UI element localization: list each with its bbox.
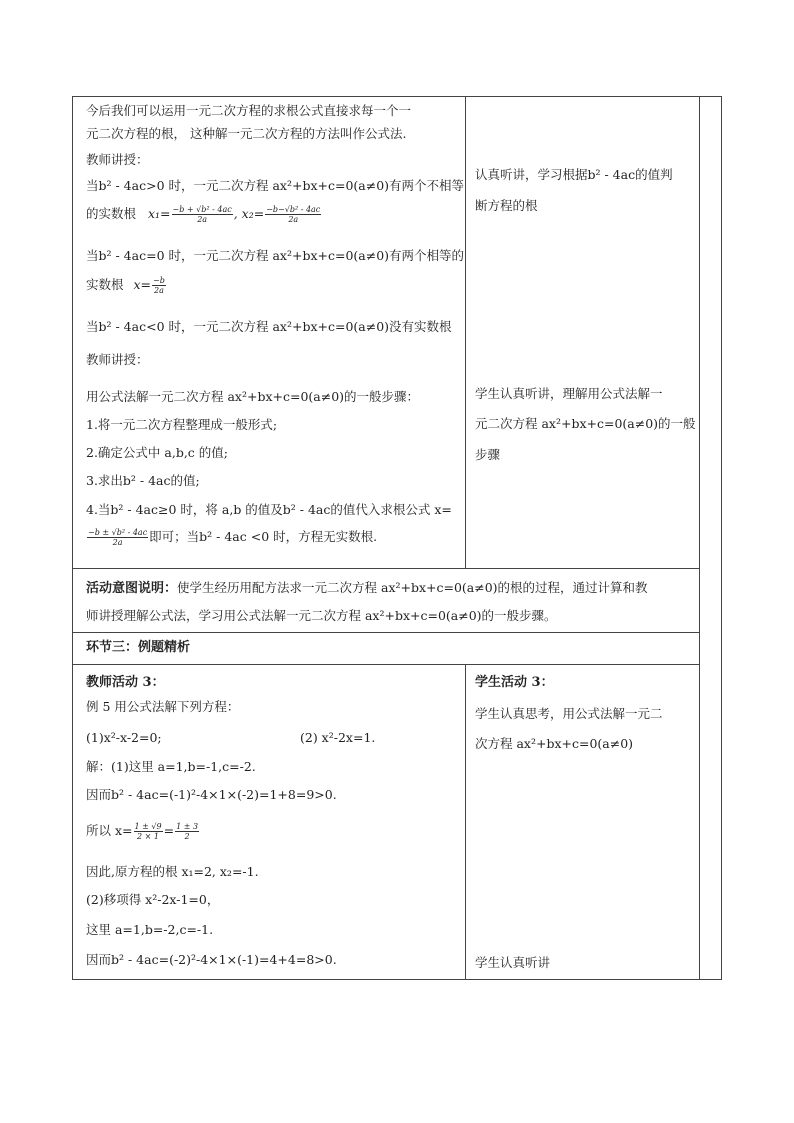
solution-3-prefix: 所以 x= xyxy=(86,823,133,838)
step4-suffix: 即可；当b² - 4ac <0 时，方程无实数根. xyxy=(149,529,378,544)
equation-2: (2) x²-2x=1. xyxy=(300,730,376,745)
column-divider xyxy=(465,96,466,569)
student-note-2-line-2: 元二次方程 ax²+bx+c=0(a≠0)的一般 xyxy=(475,416,696,431)
student-note-1-line-1: 认真听讲，学习根据b² - 4ac的值判 xyxy=(475,167,673,182)
intro-line-2: 元二次方程的根， 这种解一元二次方程的方法叫作公式法. xyxy=(86,126,407,141)
table-left-border xyxy=(72,96,73,980)
case1-roots xyxy=(86,205,322,224)
case2-root xyxy=(86,276,167,295)
step-4-line-1: 4.当b² - 4ac≥0 时，将 a,b 的值及b² - 4ac的值代入求根公式 x= xyxy=(86,502,452,517)
row-divider-3 xyxy=(72,664,700,665)
step4-fraction: $\frac{\text{−b ± √b² - 4ac}}{2a}$ xyxy=(88,528,148,547)
student-activity-line-3: 学生认真听讲 xyxy=(475,955,551,970)
student-note-2-line-3: 步骤 xyxy=(475,447,501,462)
case1-prefix: 的实数根 xyxy=(86,206,137,221)
teacher-activity-label: 教师活动 3： xyxy=(86,675,165,690)
equation-1: (1)x²-x-2=0; xyxy=(86,730,162,745)
student-note-2-line-1: 学生认真听讲，理解用公式法解一 xyxy=(475,386,663,401)
solution-line-2: 因而b² - 4ac=(-1)²-4×1×(-2)=1+8=9>0. xyxy=(86,787,337,802)
case2-fraction: $\frac{-b}{2a}$ xyxy=(153,276,165,295)
case1-x1-fraction: $\frac{\text{−b + √b² - 4ac}}{2a}$ xyxy=(172,205,232,224)
case1-x1-label: x₁= xyxy=(148,206,171,221)
lecture-label-2: 教师讲授： xyxy=(86,352,149,367)
student-activity-line-1: 学生认真思考，用公式法解一元二 xyxy=(475,706,663,721)
table-bottom-border xyxy=(72,979,722,980)
column-divider-lower xyxy=(465,664,466,980)
intro-line-1: 今后我们可以运用一元二次方程的求根公式直接求每一个一 xyxy=(86,103,412,118)
step-3: 3.求出b² - 4ac的值; xyxy=(86,473,200,488)
case2-x-label: x= xyxy=(133,277,152,292)
step-1: 1.将一元二次方程整理成一般形式; xyxy=(86,417,278,432)
student-note-1-line-2: 断方程的根 xyxy=(475,198,538,213)
solution-line-7: 因而b² - 4ac=(-2)²-4×1×(-1)=4+4=8>0. xyxy=(86,952,337,967)
intent-text: 使学生经历用配方法求一元二次方程 ax²+bx+c=0(a≠0)的根的过程，通过计算和教 xyxy=(177,580,648,595)
intent-label: 活动意图说明： xyxy=(86,581,178,596)
lesson-table xyxy=(72,96,722,980)
lecture-label-1: 教师讲授： xyxy=(86,152,149,167)
solution-line-4: 因此,原方程的根 x₁=2, x₂=-1. xyxy=(86,864,259,879)
case1-line: 当b² - 4ac>0 时，一元二次方程 ax²+bx+c=0(a≠0)有两个不相等 xyxy=(86,178,465,193)
student-activity-label: 学生活动 3： xyxy=(475,675,554,690)
example-title: 例 5 用公式法解下列方程： xyxy=(86,699,240,714)
row-divider-1 xyxy=(72,568,700,569)
solution-line-5: (2)移项得 x²-2x-1=0， xyxy=(86,892,220,907)
content-right-border xyxy=(699,96,700,980)
student-activity-line-2: 次方程 ax²+bx+c=0(a≠0) xyxy=(475,736,634,751)
step-4-line-2 xyxy=(86,528,377,547)
table-right-border xyxy=(721,96,722,980)
intent-line-2: 师讲授理解公式法，学习用公式法解一元二次方程 ax²+bx+c=0(a≠0)的一般步骤。 xyxy=(86,608,557,623)
row-divider-2 xyxy=(72,632,700,633)
case2-line: 当b² - 4ac=0 时，一元二次方程 ax²+bx+c=0(a≠0)有两个相等的 xyxy=(86,248,465,263)
intent-line-1 xyxy=(86,579,648,598)
step-2: 2.确定公式中 a,b,c 的值; xyxy=(86,445,228,460)
solution-3-fraction-1: $\frac{1 \pm √9}{2 \times 1}$ xyxy=(134,822,162,841)
solution-line-1: 解：(1)这里 a=1,b=-1,c=-2. xyxy=(86,759,256,774)
case1-x2-label: , x₂= xyxy=(233,206,265,221)
steps-title: 用公式法解一元二次方程 ax²+bx+c=0(a≠0)的一般步骤： xyxy=(86,389,420,404)
case1-x2-fraction: $\frac{\text{−b−√b² - 4ac}}{2a}$ xyxy=(266,205,321,224)
case3-line: 当b² - 4ac<0 时，一元二次方程 ax²+bx+c=0(a≠0)没有实数根 xyxy=(86,319,452,334)
solution-line-6: 这里 a=1,b=-2,c=-1. xyxy=(86,922,214,937)
table-top-border xyxy=(72,96,722,97)
solution-3-fraction-2: $\frac{1 \pm 3}{2}$ xyxy=(176,822,199,841)
solution-line-3 xyxy=(86,822,200,841)
section-title: 环节三：例题精析 xyxy=(86,640,191,655)
case2-prefix: 实数根 xyxy=(86,277,124,292)
solution-3-equals: = xyxy=(163,823,175,838)
